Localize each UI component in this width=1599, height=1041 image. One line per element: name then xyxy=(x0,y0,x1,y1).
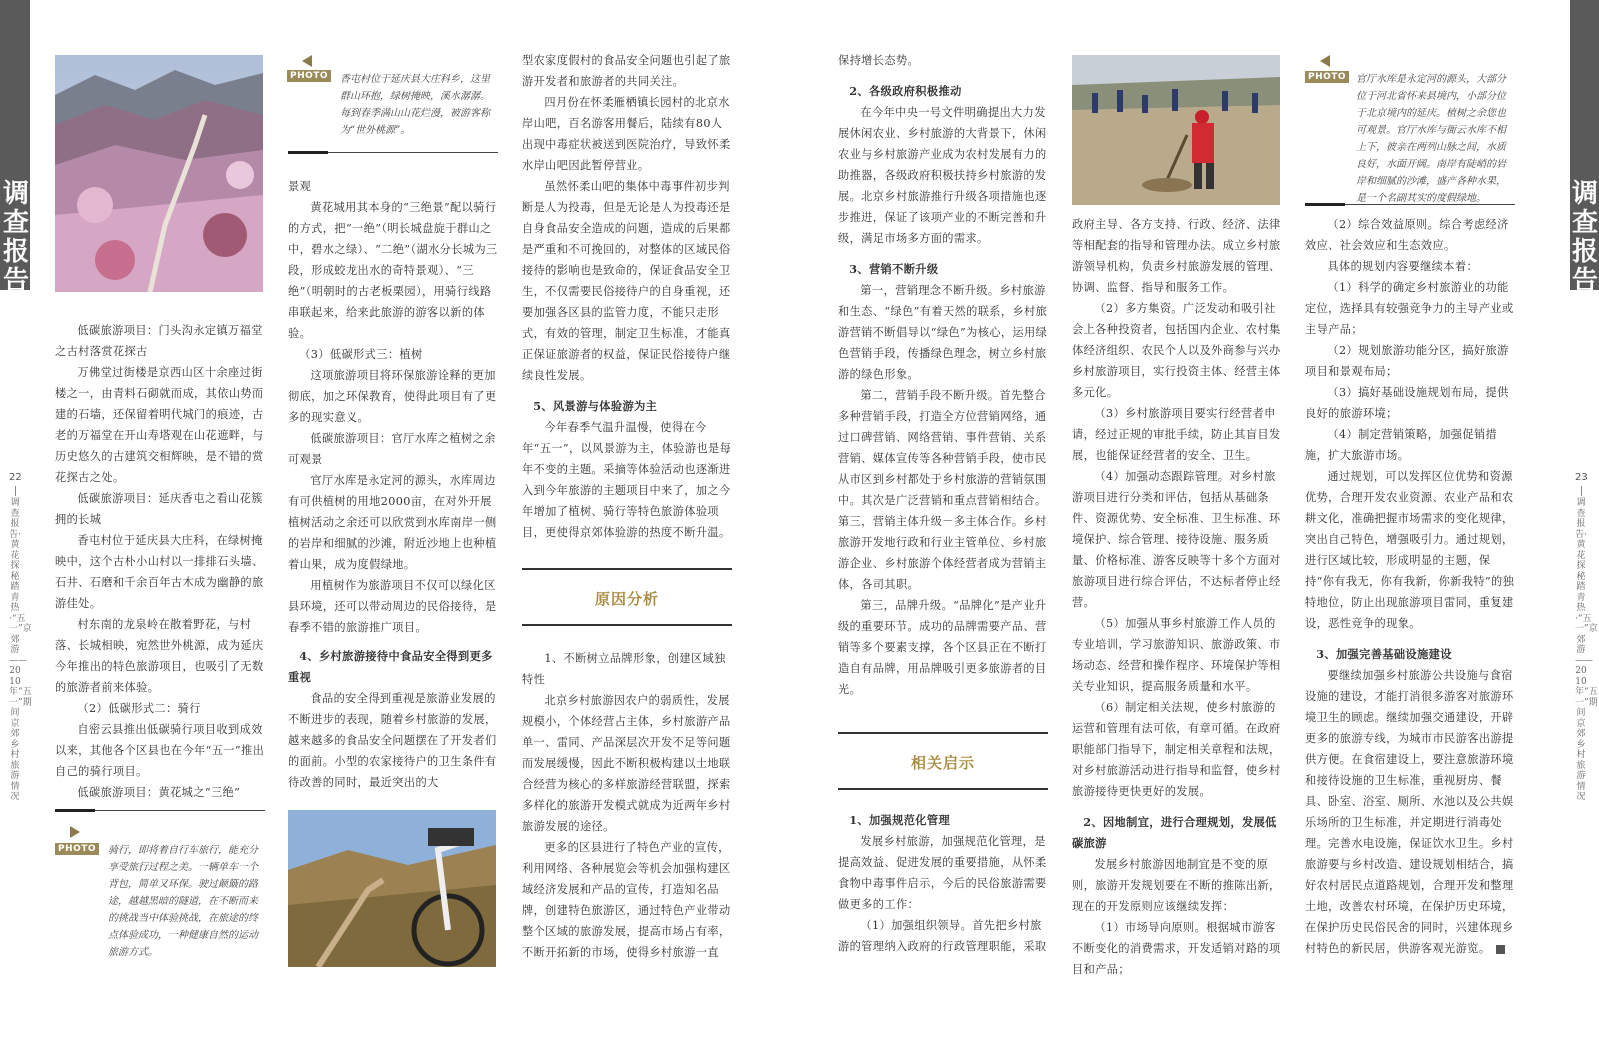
paragraph: 低碳旅游项目：黄花城之“三绝” xyxy=(77,786,241,799)
text-column-6 xyxy=(1305,214,1515,959)
photo-caption: 骑行，即将着自行车旅行，能充分享受旅行过程之美。一辆单车一个背包，简单又环保。驶过颠簸的路途，越越黑暗的隧道，在不断而来的挑战当中体验挑战，在旅途的终点体验成功，一种健康自然的运动旅游方式。 xyxy=(108,845,258,958)
section-title: 相关启示 xyxy=(910,754,975,772)
divider xyxy=(15,486,16,496)
paragraph: （4）加强动态跟踪管理。对乡村旅游项目进行分类和评估，包括从基础条件、资源优势、安全标准、卫生标准、环境保护、综合管理、接待设施、服务质量、价格标准、游客反映等十多个方面对旅游项目进行综合评估，不达标者停止经营。 xyxy=(1072,470,1281,609)
text-column-3b xyxy=(522,648,732,963)
paragraph: 第二，营销手段不断升级。首先整合多种营销手段，打造全方位营销网络，通过口碑营销、网络营销、事件营销、关系营销、媒体宣传等各种营销手段，使市民从市区到乡村都处于乡村旅游的营销氛围中。其次是广泛营销和重点营销相结合。第三，营销主体升级－多主体合作。乡村旅游开发地行政和行业主管单位、乡村旅游企业、乡村旅游个体经营者成为营销主体，各司其职。 xyxy=(838,389,1047,591)
photo-label: PHOTO xyxy=(1305,71,1349,83)
paragraph: 更多的区县进行了特色产业的宣传，利用网络、各种展览会等机会加强构建区域经济发展和产品的宣传，打造知名品牌，创建特色旅游区，通过特色产业带动整个区域的旅游发展，提高市场占有率，不断开拓新的市场，使得乡村旅游一直 xyxy=(522,841,731,959)
paragraph: 发展乡村旅游，加强规范化管理，是提高效益、促进发展的重要措施，从怀柔食物中毒事件启示，今后的民俗旅游需要做更多的工作： xyxy=(838,835,1047,911)
text-column-3 xyxy=(522,50,732,543)
text-column-4 xyxy=(838,50,1048,700)
paragraph: （5）加强从事乡村旅游工作人员的专业培训，学习旅游知识、旅游政策、市场动态、经营和操作程序、环境保护等相关专业知识，提高服务质量和水平。 xyxy=(1072,617,1281,693)
paragraph: （2）综合效益原则。综合考虑经济效应、社会效应和生态效应。 xyxy=(1305,218,1509,252)
section-heading: 4、乡村旅游接待中食品安全得到更多重视 xyxy=(288,649,493,684)
page-number-left: 22 xyxy=(9,472,22,483)
end-mark-icon xyxy=(1496,945,1505,954)
paragraph: 发展乡村旅游因地制宜是不变的原则，旅游开发规划要在不断的推陈出新，现在的开发原则应该继续发挥： xyxy=(1072,858,1281,913)
paragraph: 具体的规划内容要继续本着： xyxy=(1327,260,1479,273)
divider xyxy=(1581,486,1582,496)
paragraph: （2）多方集资。广泛发动和吸引社会上各种投资者，包括国内企业、农村集体经济组织、农民个人以及外商参与兴办乡村旅游项目，实行投资主体、经营主体多元化。 xyxy=(1072,302,1281,399)
divider xyxy=(522,624,732,626)
paragraph: 北京乡村旅游因农户的弱质性，发展规模小，个体经营占主体，乡村旅游产品单一、雷同、产品深层次开发不足等问题而发展缓慢，因此不断积极构建以土地联合经营为核心的多样旅游经营联盟，探索多样化的旅游开发模式就成为近两年乡村旅游发展的途径。 xyxy=(522,694,731,833)
caption-arrow-icon xyxy=(302,55,312,67)
side-tab-right xyxy=(1570,0,1599,296)
side-tab-text: 调查报告 xyxy=(2,179,29,296)
paragraph: 景观 xyxy=(288,180,312,193)
paragraph: 黄花城用其本身的“三绝景”配以骑行的方式，把“一绝”（明长城盘旋于群山之中，碧水之绿）、“二绝”（湖水分长城为三段，形成蛟龙出水的奇特景观）、“三绝”（明朝时的古老板栗园），用骑行线路串联起来，给来此旅游的游客以新的体验。 xyxy=(288,201,498,340)
paragraph: 保持增长态势。 xyxy=(838,54,920,67)
paragraph: 虽然怀柔山吧的集体中毒事件初步判断是人为投毒，但是无论是人为投毒还是自身食品安全造成的问题，造成的后果都是严重和不可挽回的，对整体的区域民俗接待的影响也是致命的，保证食品安全卫生，不仅需要民俗接待户的自身重视，还要加强各区县的监管力度，不能只走形式，有效的管理，制定卫生标准，才能真正保证旅游者的权益，保证民俗接待户继续良性发展。 xyxy=(522,180,731,382)
section-heading: 2、因地制宜，进行合理规划，发展低碳旅游 xyxy=(1072,815,1277,850)
caption-rule-accent xyxy=(288,151,328,154)
paragraph: 低碳旅游项目：延庆香屯之看山花簇拥的长城 xyxy=(55,492,263,526)
photo-caption: 官厅水库是永定河的源头，大部分位于河北省怀来县境内，小部分位于北京境内的延庆。植树之余您也可观景。官厅水库与衙云水库不相上下，彼亲在两列山脉之间，水质良好，水面开阔。南岸有陡峭的岩岸和细腻的沙滩，盛产各种水果，是一个名副其实的度假绿地。 xyxy=(1356,74,1506,204)
running-head-right: 调查报告·黄花探秘 踏青热·“五一”京郊游——2010年“五一”期间京郊乡村旅游情况 xyxy=(1575,498,1598,802)
paragraph: 今年春季气温升温慢，使得在今年“五一”，以风景游为主，体验游也是每年不变的主题。采摘等体验活动也逐渐进入到今年旅游的主题项目中来了，加之今年增加了植树、骑行等特色旅游体验项目，更使得京郊体验游的热度不断升温。 xyxy=(522,421,732,539)
side-tab-left xyxy=(0,0,30,296)
section-heading: 1、加强规范化管理 xyxy=(849,813,951,827)
paragraph: 政府主导、各方支持、行政、经济、法律等相配套的指导和管理办法。成立乡村旅游领导机构，负责乡村旅游发展的管理、协调、监督、指导和服务工作。 xyxy=(1072,218,1281,294)
paragraph xyxy=(1305,665,1515,959)
paragraph: 四月份在怀柔雁栖镇长园村的北京水岸山吧，百名游客用餐后，陆续有80人出现中毒症状被送到医院治疗，导致怀柔水岸山吧因此暂停营业。 xyxy=(522,96,731,172)
side-tab-text: 调查报告 xyxy=(1571,179,1598,296)
text-column-5 xyxy=(1072,214,1282,980)
paragraph: 型农家度假村的食品安全问题也引起了旅游开发者和旅游者的共同关注。 xyxy=(522,54,731,88)
section-heading: 2、各级政府积极推动 xyxy=(849,84,962,98)
text-column-1 xyxy=(55,320,265,803)
text-column-2 xyxy=(288,176,498,793)
paragraph: 村东南的龙泉岭在散着野花，与村落、长城相映，宛然世外桃源，成为延庆今年推出的特色旅游项目，也吸引了无数的旅游者前来体验。 xyxy=(55,618,264,694)
photo-caption: 香屯村位于延庆县大庄科乡，这里群山环抱，绿树掩映，溪水潺潺。每到春季满山山花烂漫，被游客称为“世外桃源”。 xyxy=(340,74,490,136)
section-heading: 3、加强完善基础设施建设 xyxy=(1316,647,1452,661)
section-title-insights xyxy=(838,732,1048,790)
text-column-4b xyxy=(838,810,1048,957)
paragraph: 通过规划，可以发挥区位优势和资源优势，合理开发农业资源、农业产品和农耕文化，准确把握市场需求的变化规律，突出自己特色，增强吸引力。通过规划，进行区域比较，形成明显的主题，保持“你有我无，你有我新，你新我特”的独特地位，防止出现旅游项目雷同，重复建设，恶性竞争的现象。 xyxy=(1305,470,1515,630)
paragraph: （6）制定相关法规，使乡村旅游的运营和管理有法可依，有章可循。在政府职能部门指导下，制定相关章程和法规，对乡村旅游活动进行指导和监督，使乡村旅游接待更快更好的发展。 xyxy=(1072,701,1281,798)
paragraph: （3）低碳形式三：植树 xyxy=(299,348,423,361)
section-heading: 5、风景游与体验游为主 xyxy=(533,399,658,413)
caption-arrow-icon xyxy=(1320,55,1330,67)
section-title-reasons xyxy=(522,568,732,626)
photo-bicycle xyxy=(288,810,496,967)
paragraph: （1）市场导向原则。根据城市游客不断变化的消费需求，开发适销对路的项目和产品； xyxy=(1072,921,1281,976)
page-number-right: 23 xyxy=(1575,472,1588,483)
paragraph: 用植树作为旅游项目不仅可以绿化区县环境，还可以带动周边的民俗接待，是春季不错的旅游推广项目。 xyxy=(288,579,497,634)
section-heading: 3、营销不断升级 xyxy=(849,262,939,276)
paragraph: 万佛堂过街楼是京西山区十余座过街楼之一，由青料石砌就而成，其依山势而建的石墙，还保留着明代城门的痕迹，古老的万福堂在开山寿塔观在山花遮畔，与历史悠久的古建筑交相辉映，是不错的赏花探古之处。 xyxy=(55,366,264,484)
paragraph: 低碳旅游项目：门头沟永定镇万福堂之古村落赏花探古 xyxy=(55,324,263,358)
paragraph: 食品的安全得到重视是旅游业发展的不断进步的表现，随着乡村旅游的发展，越来越多的食品安全问题摆在了开发者们的面前。小型的农家接待户的卫生条件有待改善的同时，最近突出的大 xyxy=(288,692,497,789)
photo-great-wall-blossoms xyxy=(55,55,263,292)
paragraph: 低碳旅游项目：官厅水库之植树之余可观景 xyxy=(288,432,496,466)
paragraph: 这项旅游项目将环保旅游诠释的更加彻底，加之环保教育，使得此项目有了更多的现实意义。 xyxy=(288,369,497,424)
photo-tree-planting xyxy=(1072,55,1280,205)
section-title: 原因分析 xyxy=(594,590,659,608)
divider xyxy=(522,568,732,570)
photo-label: PHOTO xyxy=(55,843,99,855)
paragraph: （4）制定营销策略，加强促销措施，扩大旅游市场。 xyxy=(1305,428,1498,462)
caption-arrow-icon xyxy=(70,826,80,838)
divider xyxy=(838,732,1048,734)
paragraph: 在今年中央一号文件明确提出大力发展休闲农业、乡村旅游的大背景下，休闲农业与乡村旅游产业成为农村发展有力的助推器，各级政府积极扶持乡村旅游的发展。北京乡村旅游推行升级各项措施也逐步推进，保证了该项产业的不断完善和升级，满足市场多方面的需求。 xyxy=(838,106,1047,245)
paragraph: 官厅水库是永定河的源头，水库周边有可供植树的用地2000亩，在对外开展植树活动之余还可以欣赏到水库南岸一侧的岩岸和细腻的沙滩，附近沙地上也种植着山果，成为度假绿地。 xyxy=(288,474,497,571)
paragraph: 1、不断树立品牌形象，创建区域独特性 xyxy=(522,652,726,686)
caption-rule-accent xyxy=(1305,203,1345,206)
paragraph-text: 要继续加强乡村旅游公共设施与食宿设施的建设，才能打消很多游客对旅游环境卫生的顾虑。继续加强交通建设，开辟更多的旅游专线，为城市市民游客出游提供方便。在食宿建设上，要注意旅游环境和接待设施的卫生标准，重视厨房、餐具、卧室、浴室、厕所、水池以及公共娱乐场所的卫生标准，并定期进行消毒处理。完善水电设施，保证饮水卫生。乡村旅游要与乡村改造、建设规划相结合，搞好农村居民点道路规划，合理开发和整理土地，改善农村环境，在保护历史环境，在保护历史民俗民舍的同时，兴建体现乡村特色的新民居，供游客观光游览。 xyxy=(1305,669,1514,955)
paragraph: 第一，营销理念不断升级。乡村旅游和生态、“绿色”有着天然的联系，乡村旅游营销不断倡导以“绿色”为核心，运用绿色营销手段，传播绿色理念，树立乡村旅游的绿色形象。 xyxy=(838,284,1048,381)
caption-rule-accent xyxy=(55,809,95,812)
paragraph: （1）加强组织领导。首先把乡村旅游的管理纳入政府的行政管理职能，采取 xyxy=(838,919,1047,953)
paragraph: （2）规划旅游功能分区，搞好旅游项目和景观布局； xyxy=(1305,344,1509,378)
paragraph: （3）搞好基础设施规划布局，提供良好的旅游环境； xyxy=(1305,386,1509,420)
paragraph: 第三，品牌升级。“品牌化”是产业升级的重要环节。成功的品牌需要产品、营销等多个要素支撑，各个区县正在不断打造自有品牌，用品牌吸引更多旅游者的目光。 xyxy=(838,599,1047,696)
photo-label: PHOTO xyxy=(287,70,331,82)
paragraph: （2）低碳形式二：骑行 xyxy=(77,702,201,715)
paragraph: （1）科学的确定乡村旅游业的功能定位，选择具有较强竞争力的主导产业或主导产品； xyxy=(1305,281,1514,336)
divider xyxy=(838,788,1048,790)
paragraph: （3）乡村旅游项目要实行经营者申请，经过正规的审批手续，防止其盲目发展，也能保证经营者的安全、卫生。 xyxy=(1072,407,1281,462)
paragraph: 自密云县推出低碳骑行项目收到成效以来，其他各个区县也在今年“五一”推出自己的骑行项目。 xyxy=(55,723,265,778)
paragraph: 香屯村位于延庆县大庄科，在绿树掩映中，这个古朴小山村以一排排石头墙、石井、石磨和千余百年古木成为幽静的旅游佳处。 xyxy=(55,534,264,610)
running-head-left: 调查报告·黄花探秘 踏青热·“五一”京郊游——2010年“五一”期间京郊乡村旅游情况 xyxy=(9,498,32,802)
